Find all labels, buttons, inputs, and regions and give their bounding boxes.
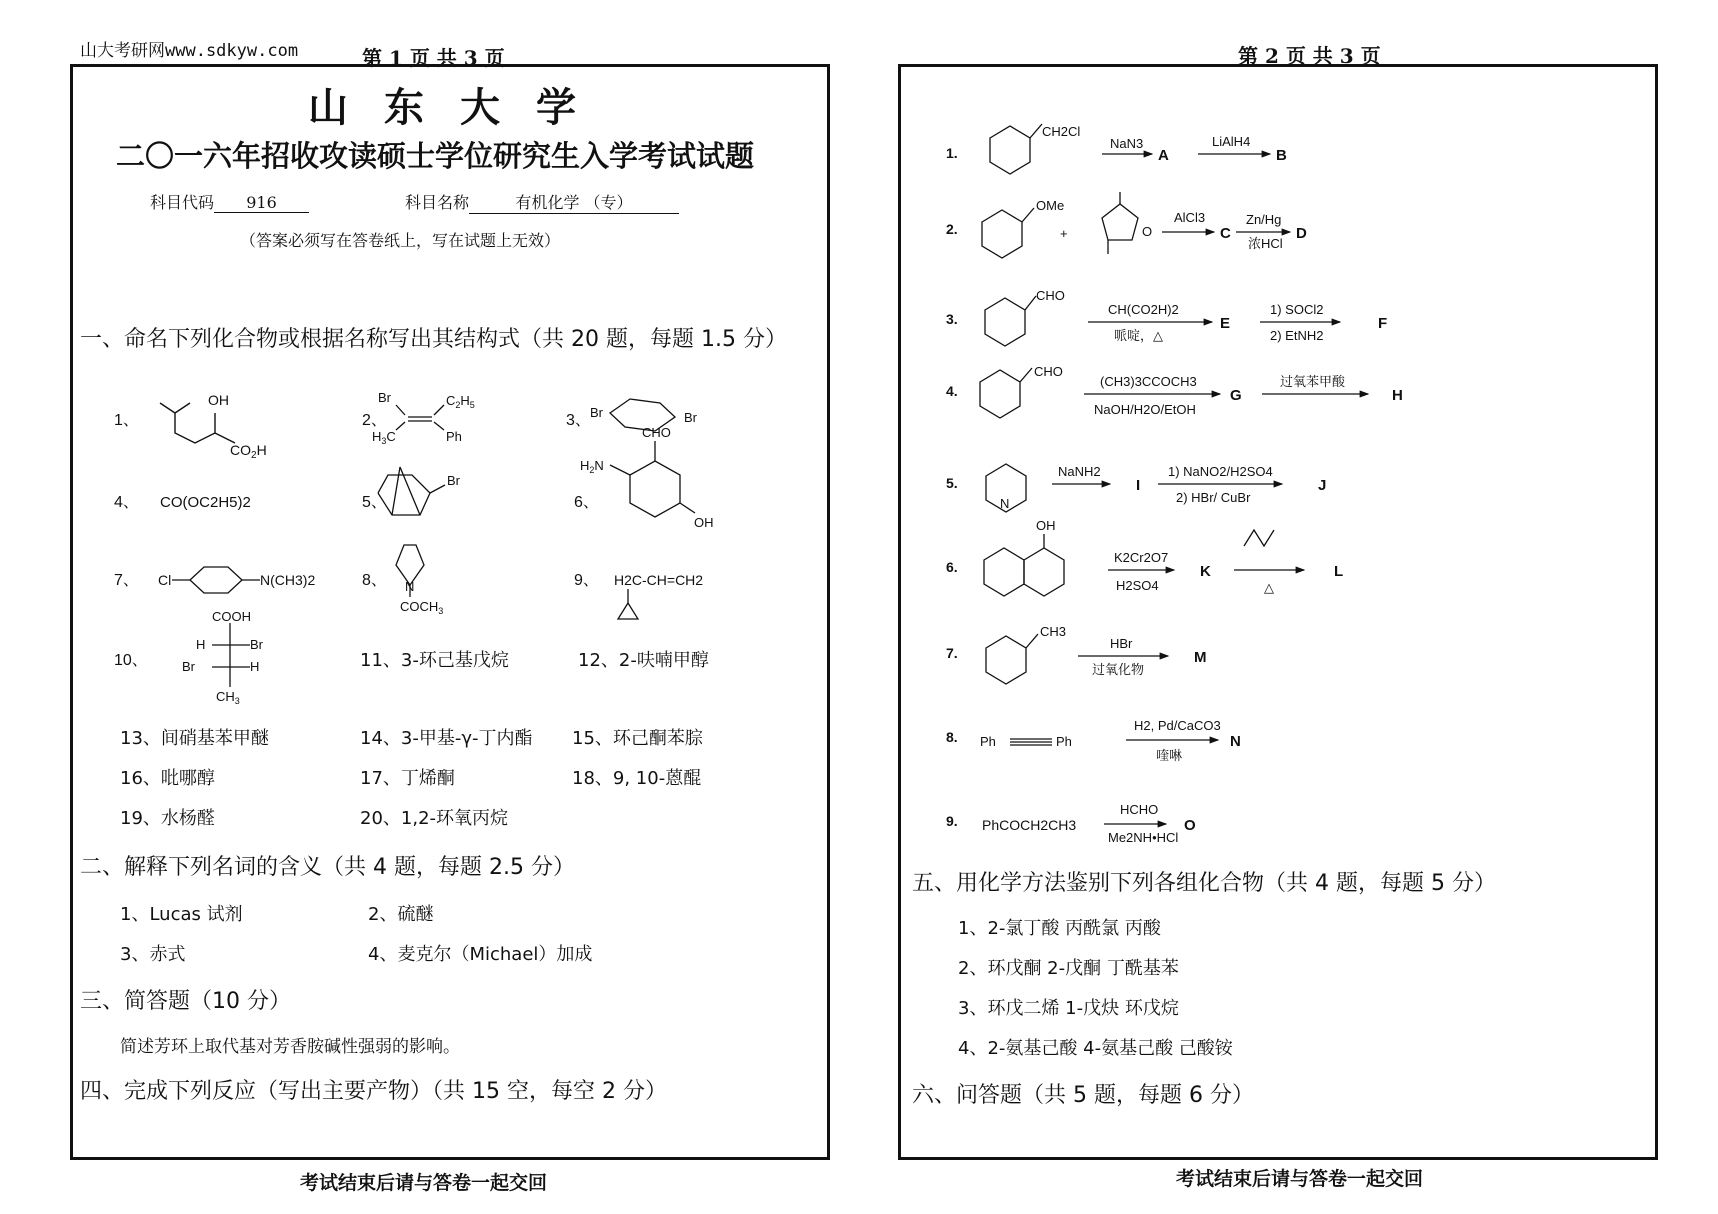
reaction-5-reagent-2b: 2) HBr/ CuBr [1176, 490, 1251, 505]
reaction-6-number: 6. [946, 559, 958, 575]
section-6-heading: 六、问答题（共 5 题，每题 6 分） [912, 1083, 1254, 1108]
identify-group-1: 1、2-氯丁酸 丙酰氯 丙酸 [958, 918, 1161, 939]
svg-text:CH3: $CH_3$ [216, 689, 240, 706]
subject-name: 有机化学 （专） [469, 190, 679, 214]
structure-3-number: 3、 [566, 412, 591, 429]
section-3-heading: 三、简答题（10 分） [80, 989, 291, 1014]
reaction-2-anhydride [1102, 204, 1138, 240]
reaction-7-reagent-1b: 过氧化物 [1092, 662, 1145, 677]
answer-note: （答案必须写在答卷纸上，写在试题上无效） [240, 231, 561, 250]
svg-text:COOH: COOH [212, 609, 251, 624]
svg-text:Br: Br [447, 473, 460, 488]
svg-text:Br: Br [182, 659, 195, 674]
name-item-16: 16、吡哪醇 [120, 768, 215, 789]
svg-text:CO2H: $CO_2H$ [230, 442, 267, 461]
reaction-9-reagent-1b: Me2NH•HCl [1108, 830, 1179, 845]
product-j: J [1318, 477, 1327, 494]
structure-7-cl: Cl [158, 572, 172, 588]
svg-text:+: + [1060, 226, 1068, 241]
structure-7-drawing [172, 567, 260, 593]
footer-page-2: 考试结束后请与答卷一起交回 [1176, 1168, 1424, 1190]
product-c: C [1220, 225, 1231, 242]
reaction-7-number: 7. [946, 645, 958, 661]
reaction-2-reagent-2: Zn/Hg [1246, 212, 1282, 227]
name-item-12: 12、2-呋喃甲醇 [578, 650, 709, 671]
subject-code-row [150, 190, 309, 213]
name-item-14: 14、3-甲基-γ-丁内酯 [360, 728, 533, 749]
reaction-9-reagent-1: HCHO [1120, 802, 1159, 817]
subject-code-label: 科目代码 [150, 193, 215, 212]
product-l: L [1334, 563, 1344, 580]
product-k: K [1200, 563, 1211, 580]
reaction-6-naphthol-ring-b [1024, 548, 1064, 596]
product-n: N [1230, 733, 1241, 750]
section-1-heading: 一、命名下列化合物或根据名称写出其结构式（共 20 题，每题 1.5 分） [80, 327, 787, 352]
product-f: F [1378, 315, 1388, 332]
short-answer-question: 简述芳环上取代基对芳香胺碱性强弱的影响。 [120, 1037, 460, 1057]
svg-text:Ph: Ph [446, 429, 462, 444]
structure-2-number: 2、 [362, 412, 387, 429]
reaction-1-benzene [990, 126, 1030, 174]
reaction-2-number: 2. [946, 221, 958, 237]
subject-name-row [405, 190, 679, 214]
subject-name-label: 科目名称 [405, 193, 470, 212]
reaction-2-reagent-1: AlCl3 [1174, 210, 1206, 225]
reaction-6-naphthol-ring-a [984, 548, 1024, 596]
reaction-7-reagent-1: HBr [1110, 636, 1133, 651]
structure-2-drawing [396, 405, 444, 430]
svg-text:Br: Br [684, 410, 697, 425]
name-item-17: 17、丁烯酮 [360, 768, 455, 789]
reaction-1-reagent-1: NaN3 [1110, 136, 1144, 151]
svg-text:OH: OH [208, 392, 229, 408]
structure-5-drawing [378, 467, 445, 515]
svg-text:C2H5: $C_2H_5$ [446, 393, 475, 410]
name-item-11: 11、3-环己基戊烷 [360, 650, 509, 671]
reaction-2-reagent-2b: 浓HCl [1248, 236, 1283, 251]
product-a: A [1158, 147, 1169, 164]
structure-9-formula: H2C-CH=CH2 [614, 572, 704, 588]
reaction-4-reagent-1b: NaOH/H2O/EtOH [1094, 402, 1196, 417]
reaction-1-number: 1. [946, 145, 958, 161]
name-item-20: 20、1,2-环氧丙烷 [360, 808, 509, 829]
reaction-7-substituent: CH3 [1040, 624, 1067, 639]
svg-text:Br: Br [378, 390, 391, 405]
structure-10-drawing [212, 623, 250, 687]
structure-6-drawing [610, 441, 695, 517]
product-o: O [1184, 817, 1196, 834]
section-2-heading: 二、解释下列名词的含义（共 4 题，每题 2.5 分） [80, 855, 575, 880]
reaction-6-reagent-1: K2Cr2O7 [1114, 550, 1169, 565]
structure-8-number: 8、 [362, 572, 387, 589]
product-m: M [1194, 649, 1207, 666]
reaction-4-benzaldehyde [980, 370, 1020, 418]
reaction-3-benzaldehyde [985, 298, 1025, 346]
structure-5-number: 5、 [362, 494, 387, 511]
product-i: I [1136, 477, 1141, 494]
reaction-4-substituent: CHO [1034, 364, 1063, 379]
reaction-3-reagent-1: CH(CO2H)2 [1108, 302, 1179, 317]
structure-4-formula: CO(OC2H5)2 [160, 494, 251, 511]
name-item-15: 15、环己酮苯腙 [572, 728, 703, 749]
structure-10-number: 10、 [114, 652, 148, 669]
section-4-heading: 四、完成下列反应（写出主要产物）（共 15 空，每空 2 分） [80, 1079, 667, 1104]
identify-group-2: 2、环戊酮 2-戊酮 丁酰基苯 [958, 958, 1179, 979]
reaction-8-phenyl-left: Ph [980, 734, 996, 749]
structure-9-number: 9、 [574, 572, 599, 589]
term-2: 2、硫醚 [368, 904, 434, 925]
term-4: 4、麦克尔（Michael）加成 [368, 944, 593, 965]
reaction-3-substituent: CHO [1036, 288, 1065, 303]
exam-title: 二〇一六年招收攻读硕士学位研究生入学考试试题 [116, 139, 755, 173]
reaction-5-reagent-2: 1) NaNO2/H2SO4 [1168, 464, 1273, 479]
svg-text:CHO: CHO [642, 425, 671, 440]
reaction-3-reagent-2: 1) SOCl2 [1270, 302, 1324, 317]
product-h: H [1392, 387, 1403, 404]
svg-text:N: N [1000, 496, 1010, 511]
svg-text:H: H [196, 637, 206, 652]
svg-text:OH: OH [694, 515, 714, 530]
structure-1-drawing [160, 403, 235, 443]
reaction-6-substituent: OH [1036, 518, 1056, 533]
reaction-4-number: 4. [946, 383, 958, 399]
reaction-1-substituent: CH2Cl [1042, 124, 1081, 139]
svg-text:Br: Br [250, 637, 263, 652]
reaction-2-anisole [982, 210, 1022, 258]
name-item-19: 19、水杨醛 [120, 808, 215, 829]
reaction-1-reagent-2: LiAlH4 [1212, 134, 1251, 149]
site-watermark: 山大考研网www.sdkyw.com [80, 41, 299, 61]
reaction-5-reagent-1: NaNH2 [1058, 464, 1101, 479]
reaction-8-number: 8. [946, 729, 958, 745]
reaction-3-reagent-2b: 2) EtNH2 [1270, 328, 1324, 343]
reaction-9-number: 9. [946, 813, 958, 829]
reaction-3-reagent-1b: 哌啶，△ [1114, 328, 1163, 343]
reaction-8-reagent-1: H2, Pd/CaCO3 [1134, 718, 1221, 733]
structure-4-number: 4、 [114, 494, 139, 511]
name-item-18: 18、9, 10-蒽醌 [572, 768, 702, 789]
reaction-6-reagent-1b: H2SO4 [1116, 578, 1159, 593]
name-item-13: 13、间硝基苯甲醚 [120, 728, 269, 749]
structure-6-number: 6、 [574, 494, 599, 511]
structure-1-number: 1、 [114, 412, 139, 429]
structure-7-number: 7、 [114, 572, 139, 589]
product-d: D [1296, 225, 1307, 242]
reaction-8-phenyl-right: Ph [1056, 734, 1072, 749]
reactions-panel [930, 110, 1630, 870]
reaction-4-reagent-2: 过氧苯甲酸 [1280, 374, 1346, 389]
page-number-2: 第 2 页 共 3 页 [1238, 44, 1381, 68]
identify-group-4: 4、2-氨基己酸 4-氨基己酸 己酸铵 [958, 1038, 1233, 1059]
reaction-6-reagent-2b: △ [1264, 580, 1274, 595]
reaction-6-diene [1244, 530, 1274, 546]
subject-code: 916 [214, 193, 309, 213]
reaction-4-reagent-1: (CH3)3CCOCH3 [1100, 374, 1197, 389]
svg-text:H2N: $H_2N$ [580, 458, 604, 475]
reaction-8-reagent-1b: 喹啉 [1156, 748, 1183, 763]
reaction-5-number: 5. [946, 475, 958, 491]
section-5-heading: 五、用化学方法鉴别下列各组化合物（共 4 题，每题 5 分） [912, 871, 1496, 896]
page-number-1: 第 1 页 共 3 页 [362, 46, 505, 70]
term-1: 1、Lucas 试剂 [120, 904, 243, 925]
product-e: E [1220, 315, 1231, 332]
structure-9-drawing [618, 589, 638, 619]
reaction-7-methylcyclohexene [986, 636, 1026, 684]
svg-text:N: N [405, 579, 415, 594]
svg-text:H3C: $H_3C$ [372, 429, 396, 446]
svg-text:COCH3: $COCH_3$ [400, 599, 444, 616]
product-g: G [1230, 387, 1242, 404]
footer-page-1: 考试结束后请与答卷一起交回 [300, 1172, 548, 1194]
structure-7-amine: N(CH3)2 [260, 572, 316, 588]
identify-group-3: 3、环戊二烯 1-戊炔 环戊烷 [958, 998, 1179, 1019]
svg-text:Br: Br [590, 405, 603, 420]
reaction-2-substituent: OMe [1036, 198, 1065, 213]
reaction-3-number: 3. [946, 311, 958, 327]
university-name: 山东大学 [308, 84, 612, 131]
product-b: B [1276, 147, 1287, 164]
term-3: 3、赤式 [120, 944, 186, 965]
svg-text:O: O [1142, 224, 1153, 239]
reaction-9-substrate: PhCOCH2CH3 [982, 817, 1077, 833]
svg-text:H: H [250, 659, 260, 674]
